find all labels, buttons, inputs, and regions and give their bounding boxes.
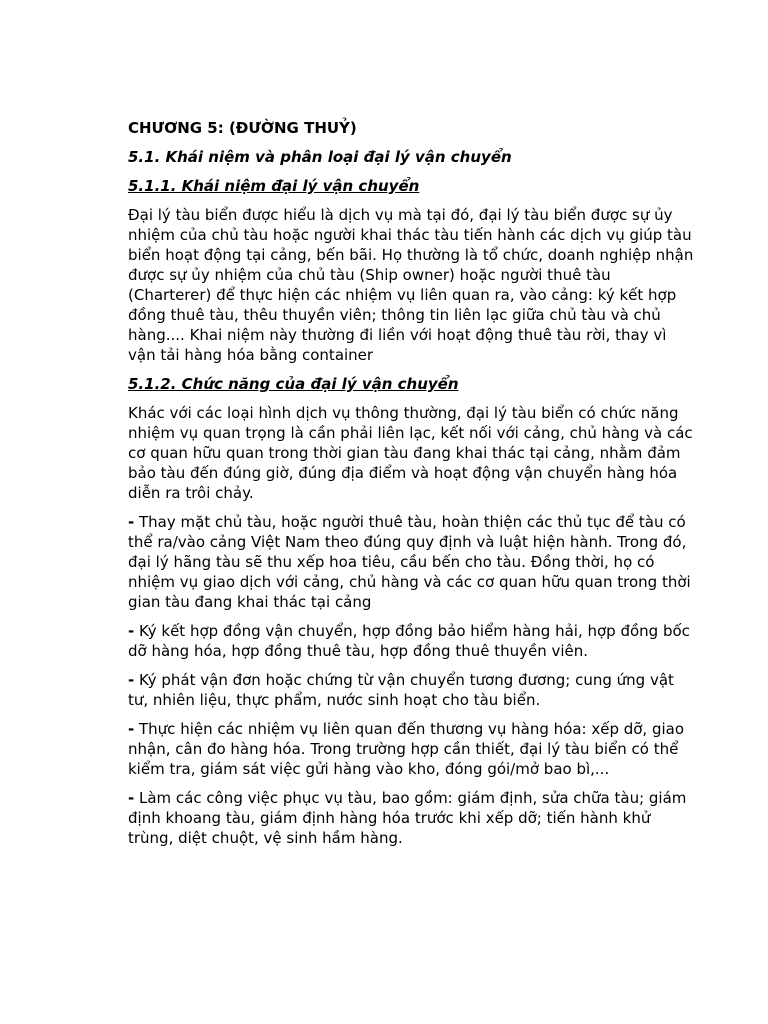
function-item-text: Thực hiện các nhiệm vụ liên quan đến thương vụ hàng hóa: xếp dỡ, giao nhận, cân đo hàng hóa. Trong trường hợp cần thiết, đại lý tàu biển có thể kiểm tra, giám sát việc gửi hàng vào kho, đóng gói/mở bao bì,... [128,720,685,778]
subsection-2-title: 5.1.2. Chức năng của đại lý vận chuyển [128,375,459,393]
bullet-dash: - [128,513,135,531]
section-title: 5.1. Khái niệm và phân loại đại lý vận chuyển [128,148,512,166]
function-item-4 [128,719,696,779]
function-item-3 [128,670,696,710]
function-item-text: Ký phát vận đơn hoặc chứng từ vận chuyển tương đương; cung ứng vật tư, nhiên liệu, thực phẩm, nước sinh hoạt cho tàu biển. [128,671,674,709]
subsection-1-body: Đại lý tàu biển được hiểu là dịch vụ mà tại đó, đại lý tàu biển được sự ủy nhiệm của chủ tàu hoặc người khai thác tàu tiến hành các dịch vụ giúp tàu biển hoạt động tại cảng, bến bãi. Họ thường là tổ chức, doanh nghiệp nhận được sự ủy nhiệm của chủ tàu (Ship owner) hoặc người thuê tàu (Charterer) để thực hiện các nhiệm vụ liên quan ra, vào cảng: ký kết hợp đồng thuê tàu, thêu thuyền viên; thông tin liên lạc giữa chủ tàu và chủ hàng.... Khai niệm này thường đi liền với hoạt động thuê tàu rời, thay vì vận tải hàng hóa bằng container [128,206,694,364]
function-item-2 [128,621,696,661]
chapter-title: CHƯƠNG 5: (ĐƯỜNG THUỶ) [128,119,357,137]
subsection-2-intro: Khác với các loại hình dịch vụ thông thường, đại lý tàu biển có chức năng nhiệm vụ quan trọng là cần phải liên lạc, kết nối với cảng, chủ hàng và các cơ quan hữu quan trong thời gian tàu đang khai thác tại cảng, nhằm đảm bảo tàu đến đúng giờ, đúng địa điểm và hoạt động vận chuyển hàng hóa diễn ra trôi chảy. [128,404,693,502]
function-item-5 [128,788,696,848]
function-item-text: Ký kết hợp đồng vận chuyển, hợp đồng bảo hiểm hàng hải, hợp đồng bốc dỡ hàng hóa, hợp đồng thuê tàu, hợp đồng thuê thuyền viên. [128,622,690,660]
bullet-dash: - [128,622,135,640]
function-item-text: Làm các công việc phục vụ tàu, bao gồm: giám định, sửa chữa tàu; giám định khoang tàu, giám định hàng hóa trước khi xếp dỡ; tiến hành khử trùng, diệt chuột, vệ sinh hầm hàng. [128,789,687,847]
bullet-dash: - [128,789,135,807]
subsection-1-title: 5.1.1. Khái niệm đại lý vận chuyển [128,177,420,195]
function-item-1 [128,512,696,612]
bullet-dash: - [128,720,135,738]
function-item-text: Thay mặt chủ tàu, hoặc người thuê tàu, hoàn thiện các thủ tục để tàu có thể ra/vào cảng Việt Nam theo đúng quy định và luật hiện hành. Trong đó, đại lý hãng tàu sẽ thu xếp hoa tiêu, cầu bến cho tàu. Đồng thời, họ có nhiệm vụ giao dịch với cảng, chủ hàng và các cơ quan hữu quan trong thời gian tàu đang khai thác tại cảng [128,513,691,611]
bullet-dash: - [128,671,135,689]
